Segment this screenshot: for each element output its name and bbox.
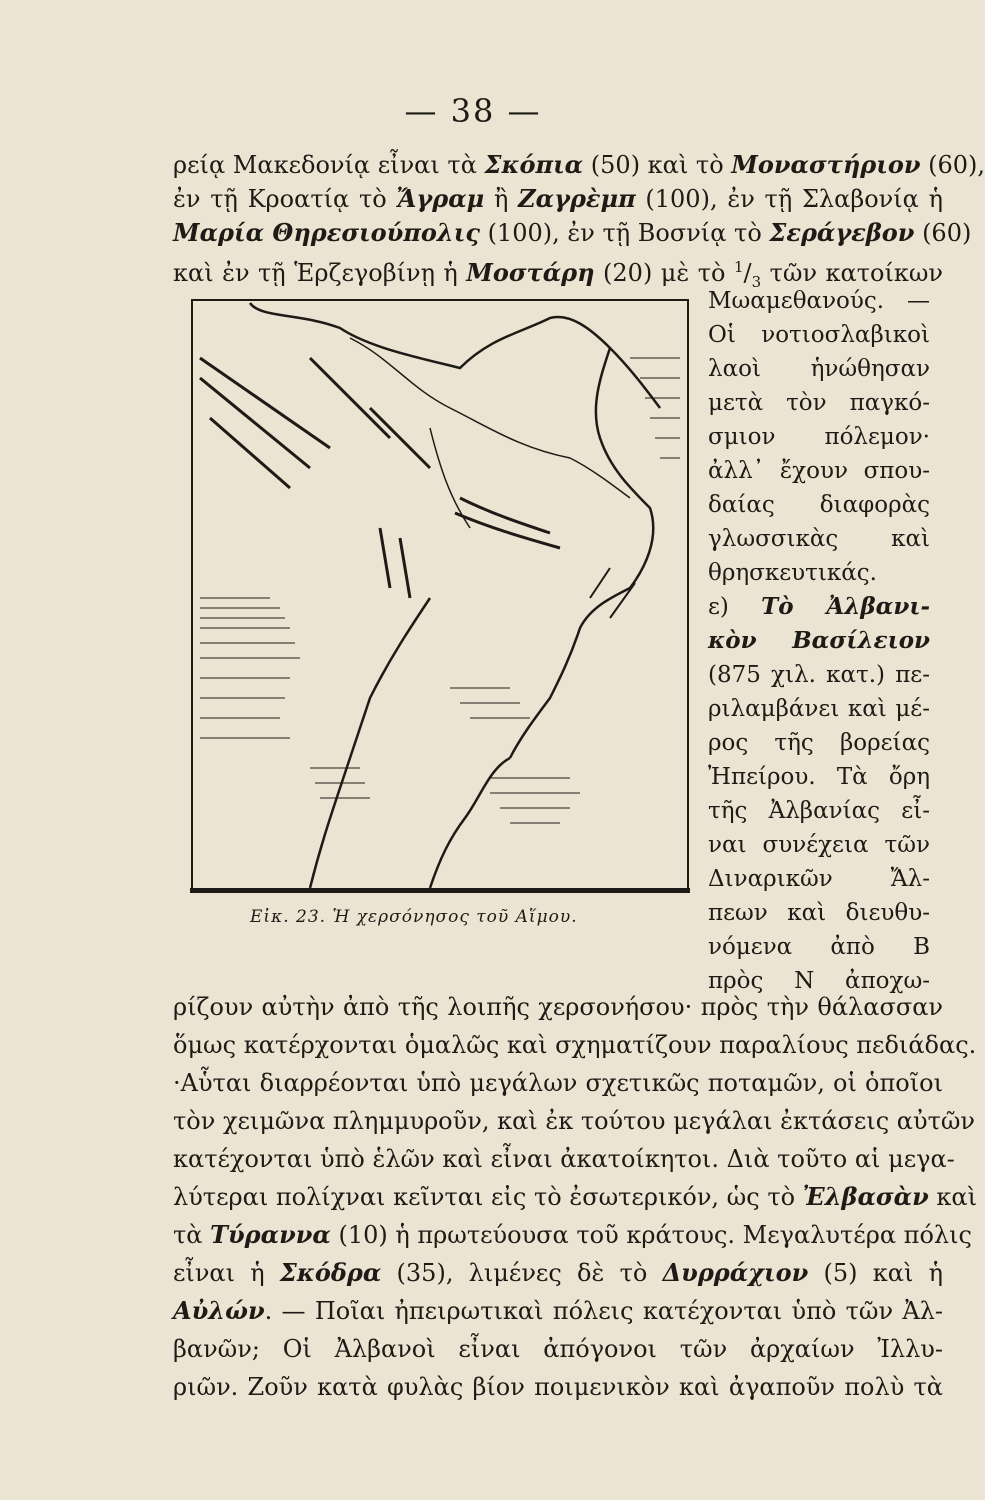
text-run: (35), λιμένες δὲ τὸ	[381, 1259, 663, 1287]
text-line	[173, 1220, 972, 1250]
text-line	[173, 218, 972, 248]
text-run: Σεράγεβον	[769, 218, 915, 247]
text-line	[173, 1068, 943, 1098]
text-run: Δυρράχιον	[662, 1258, 809, 1287]
text-run: (50) καὶ τὸ	[583, 151, 732, 179]
text-run: θρησκευτικάς.	[708, 560, 877, 586]
text-run: (60)	[914, 219, 972, 247]
text-line	[173, 150, 985, 180]
text-run: κὸν Βασίλειον	[708, 627, 930, 654]
text-run: λαοὶ ἡνώθησαν	[708, 356, 930, 382]
text-run: ναι συνέχεια τῶν	[708, 832, 930, 858]
text-line	[708, 694, 930, 724]
text-run: λύτεραι πολίχναι κεῖνται εἰς τὸ ἐσωτερικόν, ὡς τὸ	[173, 1183, 803, 1211]
text-run: τῆς Ἀλβανίας εἶ-	[708, 798, 930, 824]
text-run: γλωσσικὰς καὶ	[708, 526, 930, 552]
text-line	[708, 286, 930, 316]
text-line	[708, 864, 930, 894]
text-run: ἀλλ᾽ ἔχουν σπου-	[708, 458, 930, 484]
text-run: 1	[733, 258, 744, 276]
text-run: ριλαμβάνει καὶ μέ-	[708, 696, 930, 722]
text-run: δαίας διαφορὰς	[708, 492, 930, 518]
text-line	[708, 320, 930, 350]
text-run: Οἱ νοτιοσλαβικοὶ	[708, 322, 930, 348]
text-line	[708, 898, 930, 928]
text-line	[708, 524, 930, 554]
text-line	[708, 456, 930, 486]
text-line	[173, 1106, 976, 1136]
text-run: Ἄγραμ	[396, 184, 485, 213]
figure-caption: Εἰκ. 23. Ἡ χερσόνησος τοῦ Αἵμου.	[250, 907, 578, 927]
text-run: Ζαγρὲμπ	[518, 184, 636, 213]
text-run: εἶναι ἡ	[173, 1259, 280, 1287]
text-run: (5) καὶ ἡ	[808, 1259, 943, 1287]
text-run: Διναρικῶν Ἄλ-	[708, 866, 930, 892]
text-run: νόμενα ἀπὸ Β	[708, 934, 930, 960]
text-run: Ἠπείρου. Τὰ ὄρη	[708, 764, 930, 790]
text-line	[173, 992, 943, 1022]
text-run: (20) μὲ τὸ	[594, 259, 734, 287]
text-run: ρίζουν αὐτὴν ἀπὸ τῆς λοιπῆς χερσονήσου· πρὸς τὴν θάλασσαν	[173, 993, 943, 1021]
text-run: πρὸς Ν ἀποχω-	[708, 968, 930, 994]
text-line	[708, 388, 930, 418]
text-run: . — Ποῖαι ἠπειρωτικαὶ πόλεις κατέχονται ὑπὸ τῶν Ἀλ-	[264, 1297, 943, 1325]
text-run: 3	[751, 272, 762, 291]
text-run: Τὸ Ἀλβανι-	[761, 593, 930, 620]
text-line	[708, 558, 930, 588]
text-run: σμιον πόλεμον·	[708, 424, 930, 450]
text-run: Μαρία Θηρεσιούπολις	[173, 218, 480, 247]
text-run: ε)	[708, 594, 762, 620]
text-run: (100), ἐν τῇ Βοσνίᾳ τὸ	[479, 219, 770, 247]
text-run: Μοστάρη	[466, 258, 595, 287]
text-run: (60),	[920, 151, 985, 179]
coastline	[250, 303, 660, 888]
text-run: καὶ	[928, 1183, 977, 1211]
text-line	[708, 660, 930, 690]
text-run: Τύραννα	[210, 1220, 331, 1249]
page-number: — 38 —	[404, 92, 542, 130]
text-run: πεων καὶ διευθυ-	[708, 900, 930, 926]
text-run: (100), ἐν τῇ Σλαβονίᾳ ἡ	[635, 185, 943, 213]
text-line	[173, 1030, 977, 1060]
text-run: καὶ ἐν τῇ Ἑρζεγοβίνῃ ἡ	[173, 259, 467, 287]
text-run: ρείᾳ Μακεδονίᾳ εἶναι τὰ	[173, 151, 485, 179]
balkan-peninsula-map	[190, 298, 690, 893]
text-line	[708, 830, 930, 860]
text-run: (10) ἡ πρωτεύουσα τοῦ κράτους. Μεγαλυτέρα πόλις	[330, 1221, 972, 1249]
text-line	[173, 1182, 977, 1212]
text-line	[173, 1334, 943, 1364]
text-run: ἐν τῇ Κροατίᾳ τὸ	[173, 185, 397, 213]
text-run: ἢ	[484, 185, 519, 213]
text-run: τῶν κατοίκων	[761, 259, 944, 287]
text-run: /	[743, 259, 752, 287]
text-run: Σκόδρα	[279, 1258, 382, 1287]
text-line	[708, 728, 930, 758]
text-line	[708, 932, 930, 962]
text-run: ρος τῆς βορείας	[708, 730, 930, 756]
text-line	[708, 490, 930, 520]
text-line	[173, 1144, 955, 1174]
text-run: Μοναστήριον	[731, 150, 921, 179]
text-run: κατέχονται ὑπὸ ἑλῶν καὶ εἶναι ἀκατοίκητοι. Διὰ τοῦτο αἱ μεγα-	[173, 1145, 955, 1173]
text-run: βανῶν; Οἱ Ἀλβανοὶ εἶναι ἀπόγονοι τῶν ἀρχαίων Ἰλλυ-	[173, 1335, 943, 1363]
text-line	[708, 762, 930, 792]
text-run: Σκόπια	[484, 150, 584, 179]
text-line	[173, 1372, 943, 1402]
text-run: μετὰ τὸν παγκό-	[708, 390, 930, 416]
text-line	[173, 1296, 943, 1326]
map-bottom-bar	[190, 888, 690, 893]
text-run: ·Αὗται διαρρέονται ὑπὸ μεγάλων σχετικῶς ποταμῶν, οἱ ὁποῖοι	[173, 1069, 943, 1097]
sea-hatching	[200, 358, 680, 823]
rivers	[350, 338, 630, 528]
text-line	[708, 796, 930, 826]
text-line	[173, 184, 943, 214]
river-dashes	[590, 568, 635, 618]
text-line	[708, 592, 930, 622]
text-run: τὸν χειμῶνα πλημμυροῦν, καὶ ἐκ τούτου μεγάλαι ἐκτάσεις αὐτῶν	[173, 1107, 976, 1135]
text-run: ριῶν. Ζοῦν κατὰ φυλὰς βίον ποιμενικὸν καὶ ἀγαποῦν πολὺ τὰ	[173, 1373, 943, 1401]
text-line	[173, 1258, 943, 1288]
text-run: Ἐλβασὰν	[802, 1182, 929, 1211]
text-run: (875 χιλ. κατ.) πε-	[708, 662, 930, 688]
text-run: Μωαμεθανούς. —	[708, 288, 930, 314]
text-line	[708, 354, 930, 384]
text-run: Αὐλών	[173, 1296, 265, 1325]
text-run: ὅμως κατέρχονται ὁμαλῶς καὶ σχηματίζουν παραλίους πεδιάδας.	[173, 1031, 977, 1059]
text-run: τὰ	[173, 1221, 211, 1249]
text-line	[708, 422, 930, 452]
text-line	[708, 626, 930, 656]
mountain-ranges	[200, 358, 560, 598]
